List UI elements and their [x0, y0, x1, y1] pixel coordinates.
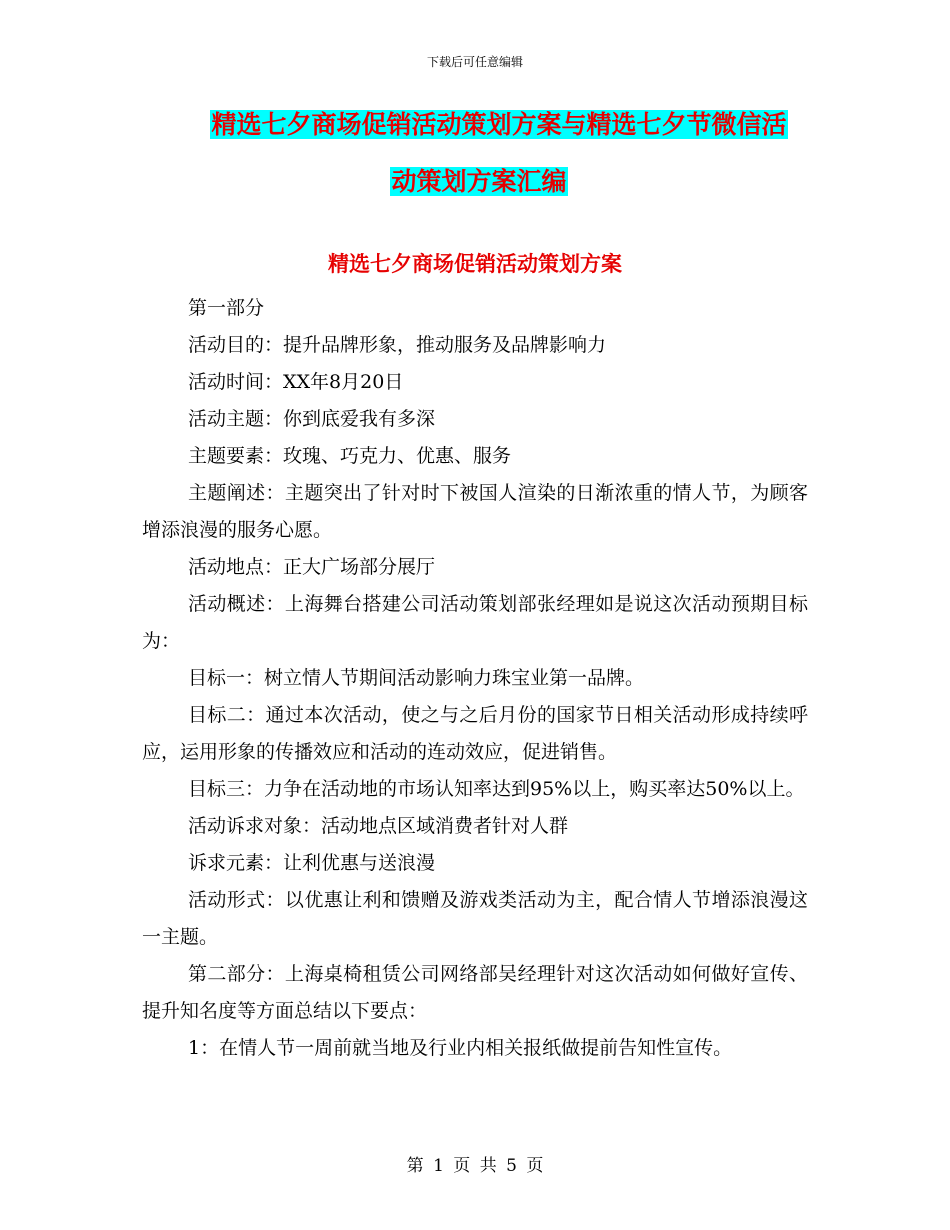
body-text — [142, 290, 808, 1067]
paragraph: 目标一：树立情人节期间活动影响力珠宝业第一品牌。 — [188, 667, 645, 689]
paragraph: 第二部分：上海桌椅租赁公司网络部吴经理针对这次活动如何做好宣传、提升知名度等方面总结以下要点： — [142, 963, 808, 1022]
paragraph: 诉求元素：让利优惠与送浪漫 — [188, 852, 436, 874]
paragraph: 活动目的：提升品牌形象，推动服务及品牌影响力 — [188, 334, 607, 356]
page-footer: 第 1 页 共 5 页 — [406, 1156, 544, 1176]
document-title — [0, 110, 950, 224]
title-line-2 — [0, 167, 950, 197]
paragraph: 目标三：力争在活动地的市场认知率达到95%以上，购买率达50%以上。 — [188, 778, 805, 800]
paragraph: 主题要素：玫瑰、巧克力、优惠、服务 — [188, 445, 512, 467]
paragraph: 活动时间：XX年8月20日 — [188, 371, 404, 393]
title-line-1 — [0, 110, 950, 140]
title-line-1-text: 精选七夕商场促销活动策划方案与精选七夕节微信活 — [211, 110, 787, 139]
paragraph: 活动概述：上海舞台搭建公司活动策划部张经理如是说这次活动预期目标为： — [142, 593, 808, 652]
paragraph: 1：在情人节一周前就当地及行业内相关报纸做提前告知性宣传。 — [188, 1037, 733, 1059]
paragraph: 活动诉求对象：活动地点区域消费者针对人群 — [188, 815, 569, 837]
paragraph: 活动地点：正大广场部分展厅 — [188, 556, 436, 578]
title-line-2-text: 动策划方案汇编 — [391, 167, 567, 196]
paragraph: 活动形式：以优惠让利和馈赠及游戏类活动为主，配合情人节增添浪漫这一主题。 — [142, 889, 808, 948]
paragraph: 第一部分 — [188, 297, 265, 319]
paragraph: 主题阐述：主题突出了针对时下被国人渲染的日渐浓重的情人节，为顾客增添浪漫的服务心愿。 — [142, 482, 808, 541]
section-title: 精选七夕商场促销活动策划方案 — [328, 251, 622, 276]
paragraph: 活动主题：你到底爱我有多深 — [188, 408, 436, 430]
paragraph: 目标二：通过本次活动，使之与之后月份的国家节日相关活动形成持续呼应，运用形象的传播效应和活动的连动效应，促进销售。 — [142, 704, 808, 763]
page-header: 下载后可任意编辑 — [426, 55, 523, 69]
